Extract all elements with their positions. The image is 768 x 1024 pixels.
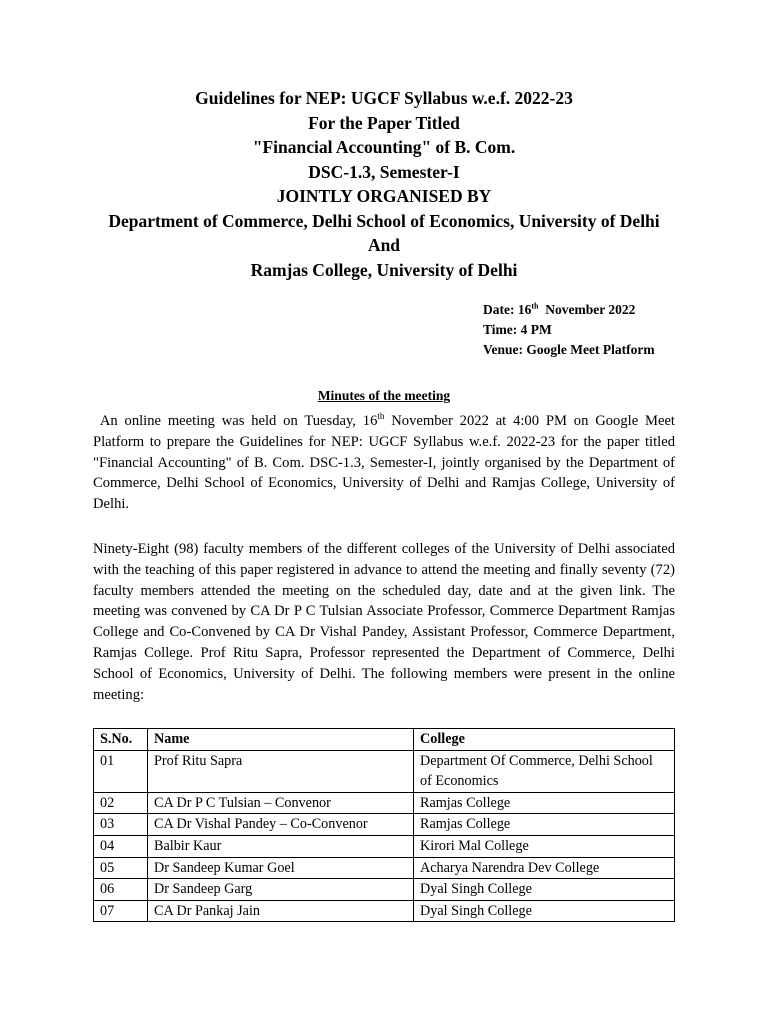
cell-name: Balbir Kaur [148,835,414,857]
cell-name: Prof Ritu Sapra [148,750,414,792]
cell-college: Dyal Singh College [414,900,675,922]
minutes-paragraph-1 [93,411,675,515]
header-college: College [414,729,675,751]
cell-college: Ramjas College [414,814,675,836]
cell-sno: 04 [94,835,148,857]
cell-sno: 07 [94,900,148,922]
minutes-paragraph-2: Ninety-Eight (98) faculty members of the different colleges of the University of Delhi associated with the teaching of this paper registered in advance to attend the meeting and finally seventy (72) faculty members attended the meeting on the scheduled day, date and at the given link. The meeting was convened by CA Dr P C Tulsian Associate Professor, Commerce Department Ramjas College and Co-Convened by CA Dr Vishal Pandey, Assistant Professor, Commerce Department, Ramjas College. Prof Ritu Sapra, Professor represented the Department of Commerce, Delhi School of Economics, University of Delhi. The following members were present in the online meeting: [93,541,675,703]
table-row [94,857,675,879]
table-row [94,814,675,836]
cell-name: Dr Sandeep Garg [148,879,414,901]
cell-college: Dyal Singh College [414,879,675,901]
minutes-heading: Minutes of the meeting [317,388,451,403]
meeting-meta [483,300,655,360]
table-row [94,879,675,901]
para1-text-b: November 2022 at 4:00 PM on Google Meet Platform to prepare the Guidelines for NEP: UGCF Syllabus w.e.f. 2022-23 for the paper titled "Financial Accounting" of B. Com. DSC-1.3, Semester-I, jointly organised by the Department of Commerce, Delhi School of Economics, University of Delhi and Ramjas College, University of Delhi. [93,413,675,513]
title-line-2: For the Paper Titled [308,112,460,133]
cell-name: Dr Sandeep Kumar Goel [148,857,414,879]
table-row [94,900,675,922]
table-row [94,792,675,814]
table-row [94,750,675,792]
para1-text-a: An online meeting was held on Tuesday, 16 [93,413,378,429]
cell-sno: 03 [94,814,148,836]
date-label: Date: 16 [483,302,532,317]
cell-college: Ramjas College [414,792,675,814]
meeting-time: Time: 4 PM [483,322,552,337]
title-line-3: "Financial Accounting" of B. Com. [252,137,516,157]
cell-name: CA Dr Pankaj Jain [148,900,414,922]
meeting-venue: Venue: Google Meet Platform [483,342,655,357]
header-name: Name [148,729,414,751]
title-line-8: Ramjas College, University of Delhi [250,259,518,280]
title-line-1: Guidelines for NEP: UGCF Syllabus w.e.f. 2022-23 [195,88,573,108]
members-table [93,728,675,922]
table-row [94,835,675,857]
cell-college: Department Of Commerce, Delhi School of Economics [414,750,675,792]
title-line-7: And [367,235,401,255]
para1-suffix: th [377,411,385,422]
date-rest: November 2022 [538,302,636,317]
title-line-6: Department of Commerce, Delhi School of Economics, University of Delhi [108,210,660,231]
header-sno: S.No. [94,729,148,751]
cell-sno: 01 [94,750,148,792]
date-suffix: th [531,301,539,311]
table-header-row [94,729,675,751]
cell-sno: 02 [94,792,148,814]
cell-sno: 06 [94,879,148,901]
title-line-5: JOINTLY ORGANISED BY [276,186,492,206]
document-title-block [0,86,768,282]
cell-college: Acharya Narendra Dev College [414,857,675,879]
cell-college: Kirori Mal College [414,835,675,857]
meeting-date [483,300,655,320]
cell-name: CA Dr Vishal Pandey – Co-Convenor [148,814,414,836]
title-line-4: DSC-1.3, Semester-I [308,161,460,182]
cell-sno: 05 [94,857,148,879]
cell-name: CA Dr P C Tulsian – Convenor [148,792,414,814]
